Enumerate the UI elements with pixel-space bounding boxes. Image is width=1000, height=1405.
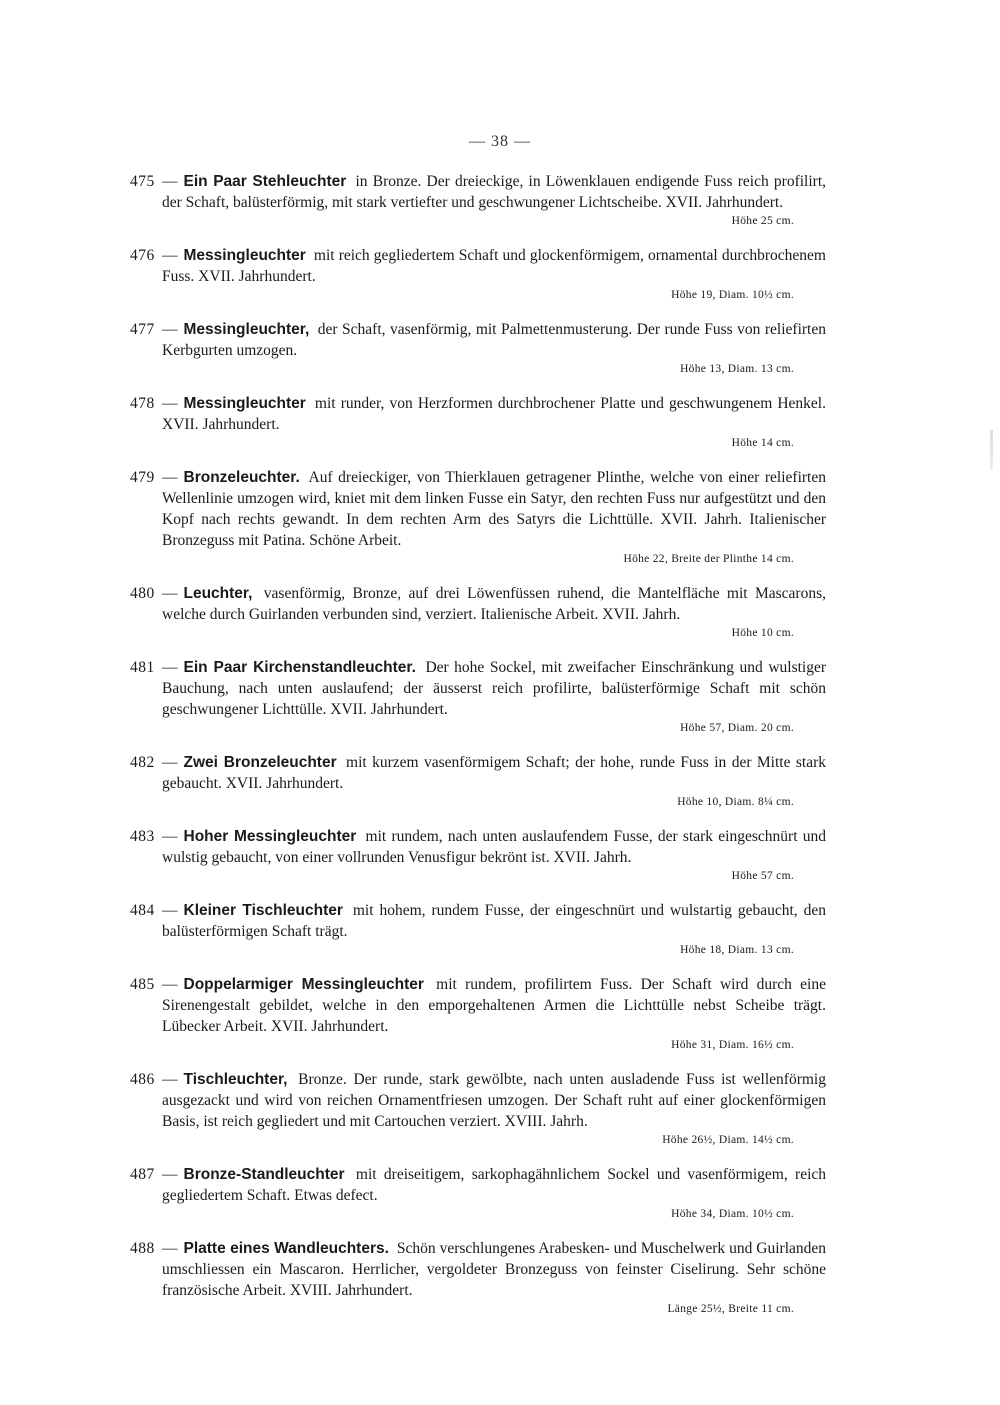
entry-dimensions: Höhe 34, Diam. 10½ cm. [671, 1208, 794, 1220]
entry-description: Auf dreieckiger, von Thierklauen getragener Plinthe, welche von einer reliefirten Wellenlinie umzogen wird, kniet mit dem linken Fusse ein Satyr, den rechten Fuss nur aufgestützt und den Kopf nach rechts gewandt. In dem rechten Arm des Satyrs die Lichttülle. XVII. Jahrh. Italienischer Bronzeguss mit Patina. Schöne Arbeit. [162, 469, 826, 549]
entry-dash: — [162, 469, 178, 486]
entry-title: Ein Paar Kirchenstandleuchter. [183, 659, 416, 676]
entry-title: Doppelarmiger Messingleuchter [183, 976, 424, 993]
entry-dash: — [162, 754, 178, 771]
catalog-entry [130, 1164, 826, 1221]
entry-title: Kleiner Tischleuchter [183, 902, 343, 919]
scan-margin-mark [990, 430, 993, 470]
entry-dimensions: Höhe 19, Diam. 10½ cm. [671, 289, 794, 301]
entry-title: Leuchter, [183, 585, 253, 602]
entry-description: mit runder, von Herzformen durchbrochener Platte und geschwungenem Henkel. XVII. Jahrhundert. [162, 395, 826, 433]
entry-number: 482 [130, 754, 155, 771]
entry-description: Bronze. Der runde, stark gewölbte, nach unten ausladende Fuss ist wellenförmig ausgezackt und wird von reichen Ornamentfriesen umzogen. Der Schaft ruht auf einer glockenförmigen Basis, ist reich gegliedert und mit Cartouchen verziert. XVIII. Jahrh. [162, 1071, 826, 1130]
entry-number: 479 [130, 469, 155, 486]
entry-title: Tischleuchter, [183, 1071, 288, 1088]
entry-title: Messingleuchter, [183, 321, 310, 338]
entry-dimensions: Länge 25½, Breite 11 cm. [667, 1303, 794, 1315]
catalog-entry [130, 171, 826, 228]
entry-number: 475 [130, 173, 155, 190]
entry-description: Der hohe Sockel, mit zweifacher Einschränkung und wulstiger Bauchung, nach unten auslaufend; der äusserst reich profilirte, balüsterförmige Schaft mit schön geschwungener Lichttülle. XVII. Jahrhundert. [162, 659, 827, 718]
catalog-entry [130, 974, 826, 1052]
entry-title: Zwei Bronzeleuchter [183, 754, 337, 771]
entry-description: mit rundem, nach unten auslaufendem Fusse, der stark eingeschnürt und wulstig gebaucht, von einer vollrunden Venusfigur bekrönt ist. XVII. Jahrh. [162, 828, 826, 866]
entry-description: mit dreiseitigem, sarkophagähnlichem Sockel und vasenförmigem, reich gegliedertem Schaft. Etwas defect. [162, 1166, 827, 1204]
catalog-entry [130, 900, 826, 957]
entry-description: in Bronze. Der dreieckige, in Löwenklauen endigende Fuss reich profilirt, der Schaft, balüsterförmig, mit stark vertiefter und geschwungener Lichtscheibe. XVII. Jahrhundert. [162, 173, 826, 211]
entry-title: Bronze-Standleuchter [183, 1166, 345, 1183]
catalog-entry [130, 467, 826, 566]
entry-dash: — [162, 828, 178, 845]
entry-number: 486 [130, 1071, 155, 1088]
entry-number: 476 [130, 247, 155, 264]
entry-number: 481 [130, 659, 155, 676]
entry-number: 487 [130, 1166, 155, 1183]
catalog-entry [130, 245, 826, 302]
entry-description: mit kurzem vasenförmigem Schaft; der hohe, runde Fuss in der Mitte stark gebaucht. XVII. Jahrhundert. [162, 754, 827, 792]
entry-description: vasenförmig, Bronze, auf drei Löwenfüssen ruhend, die Mantelfläche mit Mascarons, welche durch Guirlanden verbunden sind, verziert. Italienische Arbeit. XVII. Jahrh. [162, 585, 826, 623]
entry-dash: — [162, 395, 178, 412]
entry-dash: — [162, 321, 178, 338]
page-number: — 38 — [469, 133, 531, 150]
entry-dimensions: Höhe 18, Diam. 13 cm. [680, 944, 794, 956]
entry-dimensions: Höhe 57, Diam. 20 cm. [680, 722, 794, 734]
entry-number: 483 [130, 828, 155, 845]
entry-title: Messingleuchter [183, 247, 306, 264]
catalog-entry [130, 1238, 826, 1316]
entry-number: 478 [130, 395, 155, 412]
entry-dash: — [162, 1071, 178, 1088]
catalog-entry [130, 319, 826, 376]
entry-dimensions: Höhe 57 cm. [731, 870, 794, 882]
entry-number: 484 [130, 902, 155, 919]
entry-dimensions: Höhe 13, Diam. 13 cm. [680, 363, 794, 375]
entry-number: 485 [130, 976, 155, 993]
entry-title: Messingleuchter [183, 395, 306, 412]
entry-number: 488 [130, 1240, 155, 1257]
catalog-entry [130, 583, 826, 640]
entry-description: mit hohem, rundem Fusse, der eingeschnürt und wulstartig gebaucht, den balüsterförmigen Schaft trägt. [162, 902, 826, 940]
entry-dimensions: Höhe 22, Breite der Plinthe 14 cm. [623, 553, 794, 565]
entry-dimensions: Höhe 14 cm. [731, 437, 794, 449]
entry-dimensions: Höhe 25 cm. [731, 215, 794, 227]
entry-title: Platte eines Wandleuchters. [183, 1240, 389, 1257]
entry-dimensions: Höhe 10 cm. [731, 627, 794, 639]
entry-description: mit reich gegliedertem Schaft und glockenförmigem, ornamental durchbrochenem Fuss. XVII. Jahrhundert. [162, 247, 826, 285]
entry-dash: — [162, 1240, 178, 1257]
entry-description: Schön verschlungenes Arabesken- und Muschelwerk und Guirlanden umschliessen ein Mascaron. Herrlicher, vergoldeter Bronzeguss von feinster Ciselirung. Sehr schöne französische Arbeit. XVIII. Jahrhundert. [162, 1240, 827, 1299]
catalog-entry [130, 1069, 826, 1147]
entry-dimensions: Höhe 10, Diam. 8¼ cm. [677, 796, 794, 808]
entry-description: der Schaft, vasenförmig, mit Palmettenmusterung. Der runde Fuss von reliefirten Kerbgurten umzogen. [162, 321, 826, 359]
entry-dash: — [162, 976, 178, 993]
entry-dash: — [162, 173, 178, 190]
catalog-entry [130, 657, 826, 735]
entry-dash: — [162, 247, 178, 264]
entry-dash: — [162, 585, 178, 602]
entry-number: 477 [130, 321, 155, 338]
entry-dash: — [162, 659, 178, 676]
entry-title: Ein Paar Stehleuchter [183, 173, 347, 190]
catalog-entries [130, 171, 826, 1333]
entry-title: Hoher Messingleuchter [183, 828, 357, 845]
catalog-entry [130, 752, 826, 809]
entry-dimensions: Höhe 31, Diam. 16½ cm. [671, 1039, 794, 1051]
entry-dimensions: Höhe 26½, Diam. 14½ cm. [662, 1134, 794, 1146]
entry-dash: — [162, 902, 178, 919]
entry-description: mit rundem, profilirtem Fuss. Der Schaft wird durch eine Sirenengestalt gebildet, welche in den emporgehaltenen Armen die Lichttülle nebst Scheibe trägt. Lübecker Arbeit. XVII. Jahrhundert. [162, 976, 826, 1035]
catalog-entry [130, 826, 826, 883]
entry-title: Bronzeleuchter. [183, 469, 300, 486]
catalog-entry [130, 393, 826, 450]
entry-number: 480 [130, 585, 155, 602]
entry-dash: — [162, 1166, 178, 1183]
